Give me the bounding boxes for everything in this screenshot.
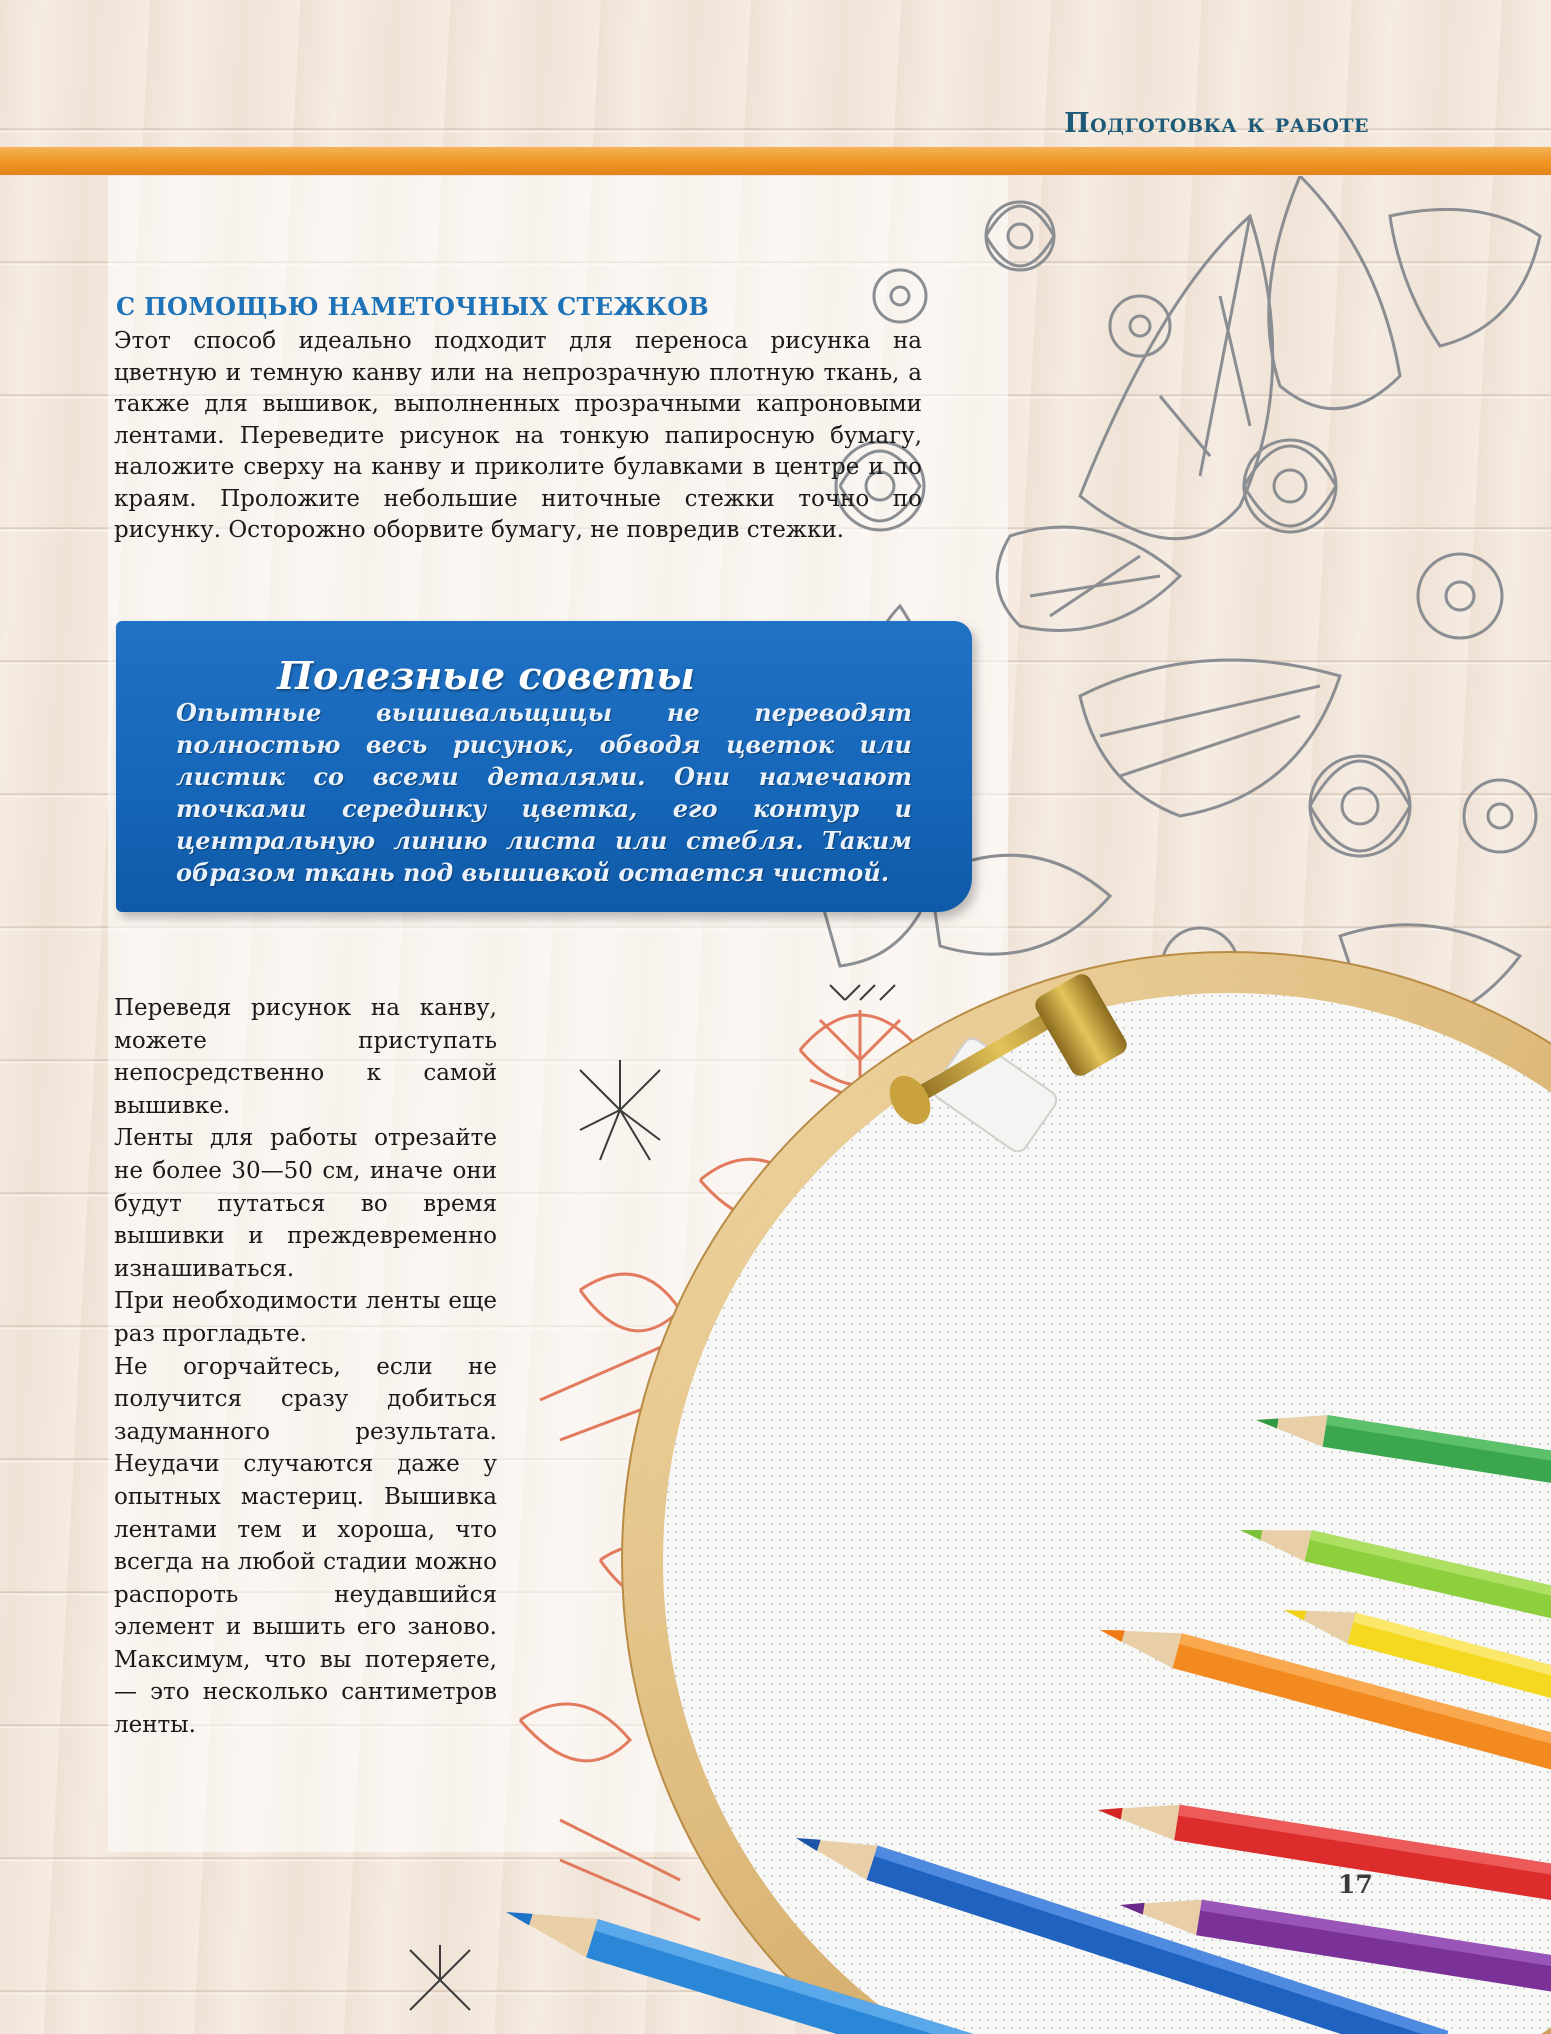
page-number: 17 bbox=[1338, 1870, 1373, 1899]
section-title: С ПОМОЩЬЮ НАМЕТОЧНЫХ СТЕЖКОВ bbox=[116, 292, 710, 321]
column-paragraph: При необходимости ленты еще раз прогладьте. bbox=[114, 1288, 497, 1347]
column-paragraph: Ленты для работы отрезайте не более 30—50 см, иначе они будут путаться во время вышивки и преждевременно изнашиваться. bbox=[114, 1125, 497, 1282]
tips-text: Опытные вышивальщицы не переводят полностью весь рисунок, обводя цветок или листик со всеми деталями. Они намечают точками серединку цветка, его контур и центральную линию листа или стебля. Таким образом ткань под вышивкой остается чистой. bbox=[176, 698, 912, 887]
section-body-text: Этот способ идеально подходит для переноса рисунка на цветную и темную канву или на непрозрачную плотную ткань, а также для вышивок, выполненных прозрачными капроновыми лентами. Переведите рисунок на тонкую папиросную бумагу, наложите сверху на канву и приколите булавками в центре и по краям. Проложите небольшие ниточные стежки точно по рисунку. Осторожно оборвите бумагу, не повредив стежки. bbox=[114, 328, 922, 543]
column-paragraph: Не огорчайтесь, если не получится сразу добиться задуманного результата. Неудачи случаются даже у опытных мастериц. Вышивка лентами тем и хороша, что всегда на любой стадии можно распороть неудавшийся элемент и вышить его заново. Максимум, что вы потеряете, — это несколько сантиметров ленты. bbox=[114, 1353, 497, 1739]
tips-title: Полезные советы bbox=[277, 653, 695, 698]
column-paragraph: Переведя рисунок на канву, можете приступать непосредственно к самой вышивке. bbox=[114, 995, 497, 1119]
header-section-title: Подготовка к работе bbox=[1064, 108, 1369, 139]
